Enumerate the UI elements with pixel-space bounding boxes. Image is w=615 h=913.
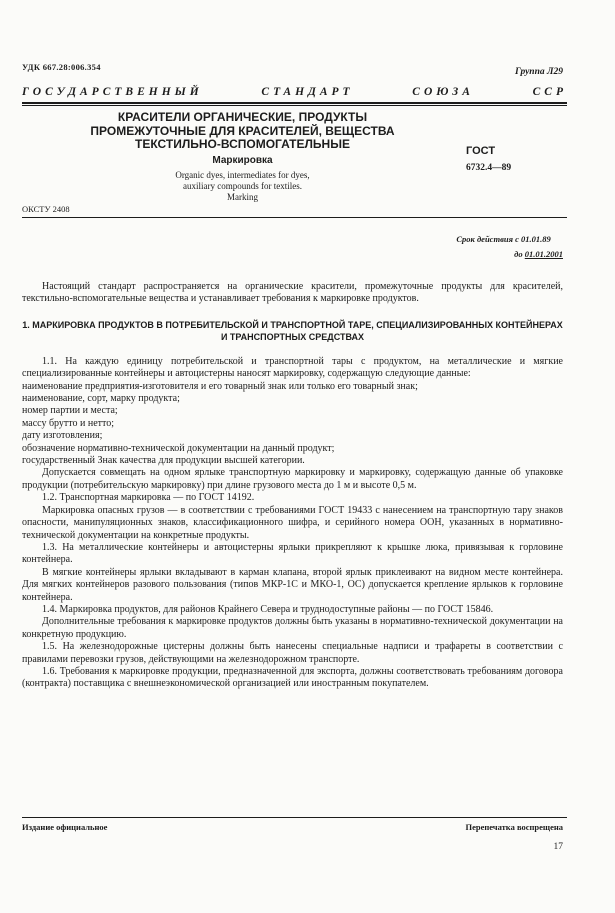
list-item: массу брутто и нетто; [22,417,115,429]
list-item: обозначение нормативно-технической документации на данный продукт; [22,442,335,454]
clause-1-1: 1.1. На каждую единицу потребительской и транспортной тары с продуктом, на металлические и мягкие специализированные контейнеры и автоцистерны наносят маркировку, содержащую следующие данные: [22,355,563,380]
validity-to-date: 01.01.2001 [524,249,563,259]
banner-word: ГОСУДАРСТВЕННЫЙ [22,86,203,98]
validity-to-prefix: до [514,249,523,259]
clause-1-6: 1.6. Требования к маркировке продукции, предназначенной для экспорта, должны соответствовать требованиям договора (контракта) поставщика с внешнеэкономической организацией или иностранным покупателем. [22,665,563,690]
footer-rule [22,817,567,818]
clause-1-4: 1.4. Маркировка продуктов, для районов Крайнего Севера и труднодоступные районы — по ГОСТ 15846. [42,603,494,615]
title-line: ТЕКСТИЛЬНО-ВСПОМОГАТЕЛЬНЫЕ [135,137,350,151]
section-heading: 1. МАРКИРОВКА ПРОДУКТОВ В ПОТРЕБИТЕЛЬСКОЙ И ТРАНСПОРТНОЙ ТАРЕ, СПЕЦИАЛИЗИРОВАННЫХ КОНТЕЙНЕРАХ И ТРАНСПОРТНЫХ СРЕДСТВАХ [22,319,563,342]
header-rule-thin [22,105,567,106]
english-title-line: Organic dyes, intermediates for dyes, [175,170,310,180]
english-title-line: auxiliary compounds for textiles. [183,181,302,191]
list-item: наименование, сорт, марку продукта; [22,393,180,405]
document-title [70,111,415,152]
validity-label: Срок действия [456,234,513,244]
clause-1-2-text: Маркировка опасных грузов — в соответствии с требованиями ГОСТ 19433 с нанесением на транспортную тару знаков опасности, манипуляционных знаков, классификационного шифра, и серийного номера ООН, указанных в нормативно-технической документации на конкретные продукты. [22,504,563,541]
document-body [22,281,563,691]
validity-period [456,232,563,262]
udk-code: УДК 667.28:006.354 [22,62,101,72]
english-title-line: Marking [227,192,258,202]
list-item: наименование предприятия-изготовителя и его товарный знак или только его товарный знак; [22,380,418,392]
title-line: ПРОМЕЖУТОЧНЫЕ ДЛЯ КРАСИТЕЛЕЙ, ВЕЩЕСТВА [90,123,395,138]
intro-paragraph: Настоящий стандарт распространяется на органические красители, промежуточные продукты для красителей, текстильно-вспомогательные вещества и устанавливает требования к маркировке продуктов. [22,281,563,305]
banner-word: ССР [532,86,567,98]
page-number: 17 [553,842,563,852]
title-line: КРАСИТЕЛИ ОРГАНИЧЕСКИЕ, ПРОДУКТЫ [117,110,368,124]
gost-number: 6732.4—89 [466,163,512,173]
official-edition-note: Издание официальное [22,822,108,832]
banner-word: СТАНДАРТ [261,86,354,98]
state-standard-banner [22,86,567,98]
document-subtitle: Маркировка [212,155,273,166]
okstu-rule [22,217,567,218]
reprint-prohibited-note: Перепечатка воспрещена [465,822,563,832]
list-item: дату изготовления; [22,430,103,442]
banner-word: СОЮЗА [412,86,474,98]
clause-1-1-note: Допускается совмещать на одном ярлыке транспортную маркировку и маркировку, содержащую данные об упаковке продукции (потребительскую маркировку) при длине грузового места до 1 м и высоте 0,5 м. [22,467,563,491]
clause-1-3-text: В мягкие контейнеры ярлыки вкладывают в карман клапана, второй ярлык приклеивают на видном месте контейнера. Для мягких контейнеров разового пользования (типов МКР-1С и МКО-1, ОС) допускается крепление ярлыков к горловине контейнера. [22,566,563,603]
okstu-code: ОКСТУ 2408 [22,204,70,214]
group-code: Группа Л29 [514,67,563,77]
clause-1-5: 1.5. На железнодорожные цистерны должны быть нанесены специальные надписи и трафареты в соответствии с правилами перевозки грузов, действующими на железнодорожном транспорте. [22,641,563,665]
list-item: номер партии и места; [22,405,118,417]
gost-label: ГОСТ [466,145,496,157]
clause-1-2: 1.2. Транспортная маркировка — по ГОСТ 14192. [42,492,255,504]
english-title [70,170,415,203]
clause-1-3: 1.3. На металлические контейнеры и автоцистерны ярлыки прикрепляют к крышке люка, привязывая к горловине контейнера. [22,541,563,566]
validity-from-date: 01.01.89 [521,234,551,244]
header-rule-thick [22,102,567,104]
list-item: государственный Знак качества для продукции высшей категории. [22,455,305,467]
clause-1-4-text: Дополнительные требования к маркировке продуктов должны быть указаны в нормативно-технической документации на конкретную продукцию. [22,616,563,640]
validity-from-prefix: с [515,234,519,244]
